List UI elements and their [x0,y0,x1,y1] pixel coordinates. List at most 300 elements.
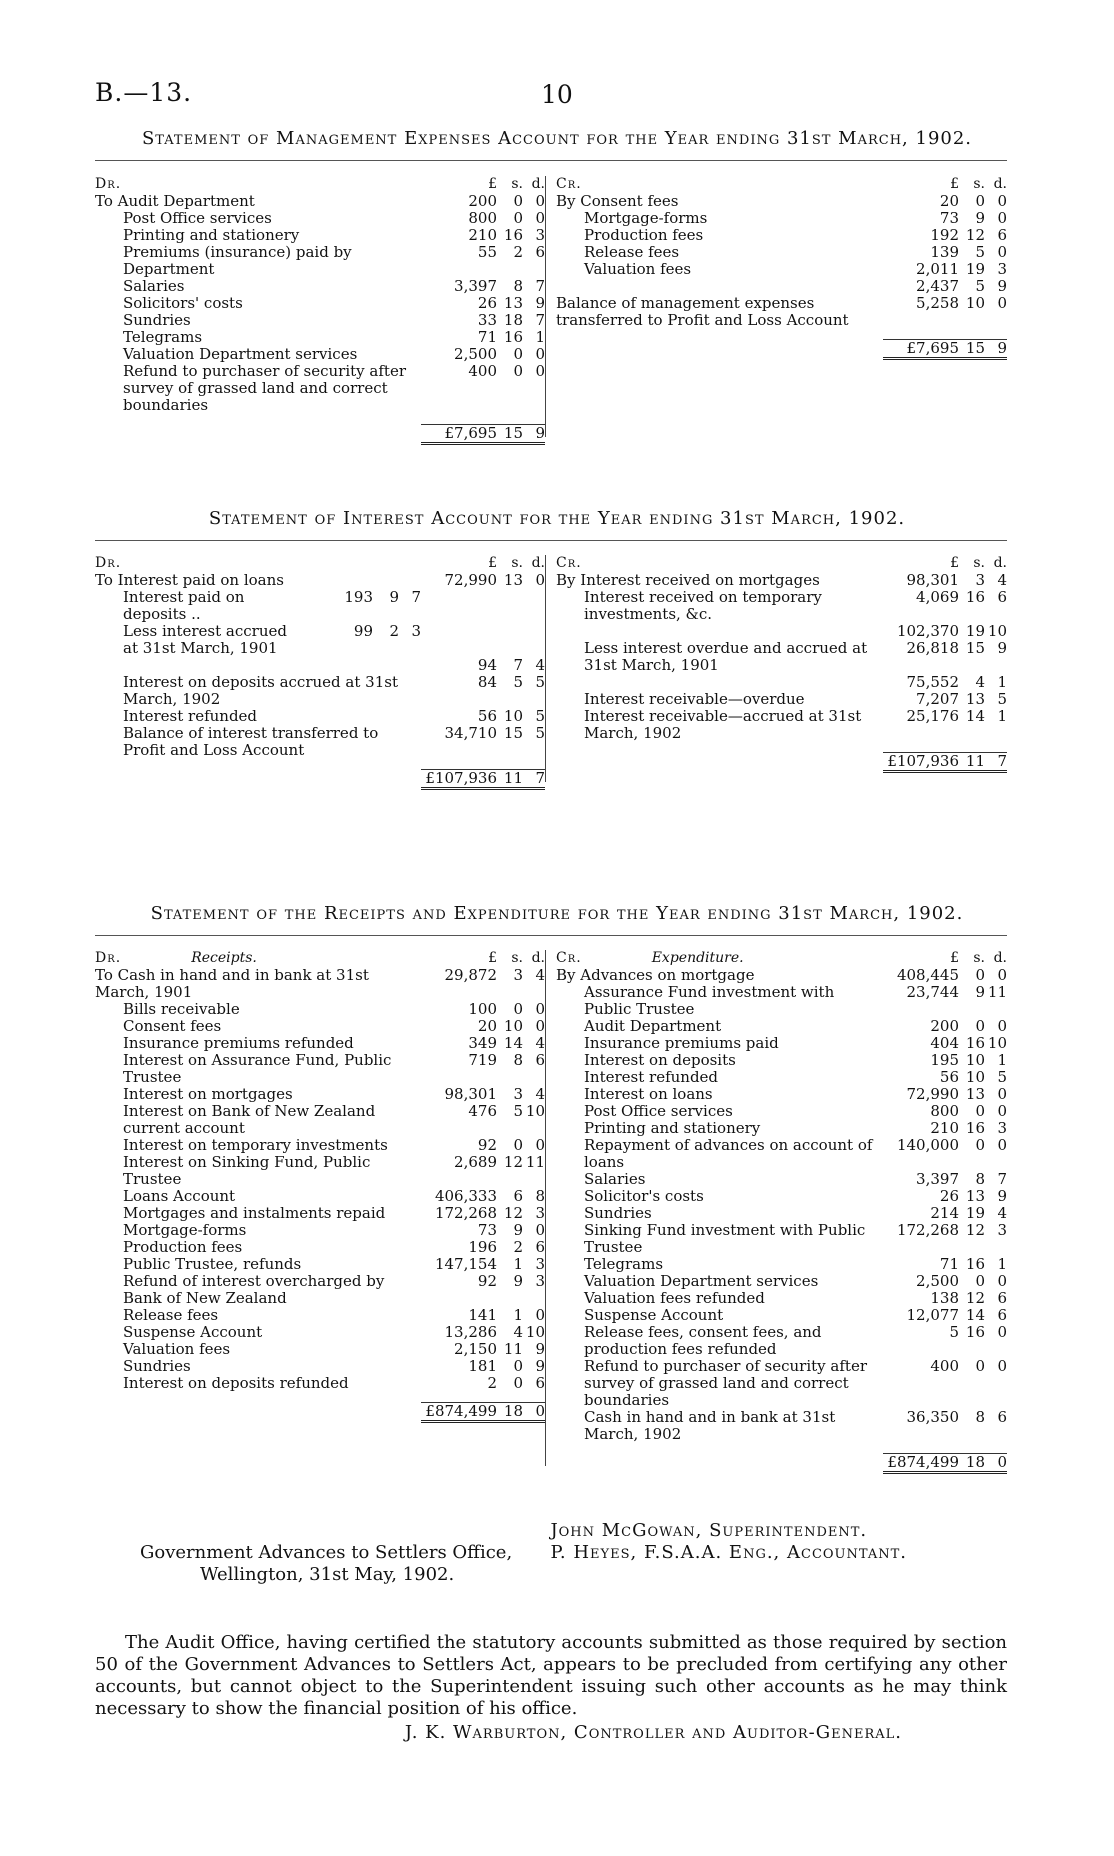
interest-debit [95,555,546,787]
shillings: 14 [503,1034,523,1052]
pounds: £874,499 [425,1402,497,1420]
row-label: Interest paid on deposits .. [123,589,245,623]
ledger-row [556,210,1007,227]
amount [421,363,545,380]
pence: 0 [997,1136,1007,1154]
total-amount [883,1453,1007,1474]
shillings: 13 [965,1085,985,1103]
row-label: Mortgage-forms [123,1222,247,1239]
interest-statement [95,555,1007,787]
pounds: 72,990 [444,571,497,589]
column-header [556,555,1007,572]
row-label: Interest refunded [123,708,258,725]
ledger-row [95,674,545,708]
ledger-row [95,1324,545,1341]
amount [421,1188,545,1205]
row-label: Repayment of advances on account of loans [584,1137,873,1171]
row-label: To Interest paid on loans [95,572,284,589]
ledger-row [556,1324,1007,1358]
pounds: 56 [477,707,497,725]
pounds: 196 [468,1238,497,1256]
shillings: 16 [503,226,523,244]
total-amount [421,424,545,445]
shillings: 6 [513,1187,523,1205]
shillings: 3 [975,571,985,589]
row-label: Sundries [584,1205,652,1222]
pence: d. [531,176,545,192]
pence: 9 [535,1340,545,1358]
pounds: 2 [487,1374,497,1392]
row-label: Interest on mortgages [123,1086,293,1103]
pence: 0 [535,192,545,210]
amount [883,1256,1007,1273]
ledger-row [95,346,545,363]
shillings: 18 [503,1402,523,1420]
shillings: 4 [513,1323,523,1341]
side-label [556,950,883,967]
shillings: 11 [965,752,985,770]
currency-header [883,176,1007,193]
pence: 0 [997,1102,1007,1120]
row-label: Printing and stationery [584,1120,761,1137]
pence: 0 [997,243,1007,261]
ledger-row [556,967,1007,984]
pence: 5 [535,724,545,742]
ledger-row [95,244,545,278]
row-label: Assurance Fund investment with Public Trustee [584,984,835,1018]
pence: 0 [535,362,545,380]
amount [421,572,545,589]
pence: 1 [535,328,545,346]
pounds: 210 [468,226,497,244]
shillings: 8 [975,1170,985,1188]
pence: 7 [535,277,545,295]
row-label: Less interest overdue and accrued at 31st March, 1901 [584,640,868,674]
ledger-row [95,1035,545,1052]
amount [421,1256,545,1273]
ledger-row [556,261,1007,278]
pence: 8 [535,1187,545,1205]
pounds: 172,268 [896,1221,959,1239]
side-subhead: Expenditure. [651,950,744,966]
pence: 0 [997,192,1007,210]
row-label: Valuation Department services [584,1273,819,1290]
currency-header [421,950,545,967]
pounds: 476 [468,1102,497,1120]
shillings: 16 [965,588,985,606]
ledger-row [95,1239,545,1256]
row-label: Premiums (insurance) paid by Department [123,244,352,278]
amount [883,1205,1007,1222]
row-label: To Audit Department [95,193,255,210]
pounds: 84 [477,673,497,691]
pounds: £107,936 [425,769,497,787]
shillings: 0 [513,1136,523,1154]
pence: 3 [411,622,421,640]
amount [421,295,545,312]
shillings: 12 [503,1153,523,1171]
row-label: Public Trustee, refunds [123,1256,302,1273]
receipts-debit [95,950,546,1466]
amount [883,1018,1007,1035]
shillings: 2 [513,243,523,261]
row-label: Interest refunded [584,1069,719,1086]
pounds: 406,333 [434,1187,497,1205]
row-label: Balance of management expenses transferred to Profit and Loss Account [556,295,849,329]
side-subhead: Receipts. [191,950,257,966]
amount [883,1307,1007,1324]
shillings: 12 [503,1204,523,1222]
pounds: 400 [468,362,497,380]
amount [421,312,545,329]
row-label: Interest on Assurance Fund, Public Trustee [123,1052,392,1086]
amount [421,967,545,984]
pence: 9 [997,1187,1007,1205]
row-label: Post Office services [123,210,272,227]
total-row [556,335,1007,357]
row-label: Interest on deposits accrued at 31st March, 1902 [123,674,398,708]
pounds: 404 [930,1034,959,1052]
ledger-row [95,572,545,589]
amount [421,1154,545,1171]
currency-header [421,555,545,572]
ledger-row [556,1358,1007,1409]
ledger-row [95,295,545,312]
shillings: 10 [503,1017,523,1035]
amount [883,295,1007,312]
ledger-row [95,278,545,295]
amount [883,640,1007,657]
pence: 3 [997,1119,1007,1137]
ledger-row [95,193,545,210]
row-label: Post Office services [584,1103,733,1120]
pounds: £ [488,176,497,192]
column-header [95,555,545,572]
row-label: Suspense Account [123,1324,263,1341]
shillings: s. [511,950,523,966]
shillings: 10 [503,707,523,725]
pence: 3 [535,226,545,244]
pence: 9 [997,339,1007,357]
pounds: 71 [939,1255,959,1273]
pounds: 55 [477,243,497,261]
ledger-row [95,1375,545,1392]
row-label: Interest on loans [584,1086,713,1103]
pence: 10 [525,1102,545,1120]
pence: 6 [535,243,545,261]
divider [95,935,1007,936]
row-label: Valuation Department services [123,346,358,363]
pounds: 400 [930,1357,959,1375]
pence: 0 [997,294,1007,312]
shillings: s. [511,176,523,192]
row-label: Printing and stationery [123,227,300,244]
ledger-row [95,725,545,759]
shillings: 9 [513,1221,523,1239]
amount [421,1035,545,1052]
column-header [556,950,1007,967]
pence: 6 [535,1374,545,1392]
pounds: 33 [477,311,497,329]
interest-credit [546,555,1007,782]
ledger-row [556,984,1007,1018]
pence: 5 [535,673,545,691]
pounds: 181 [468,1357,497,1375]
shillings: 9 [975,209,985,227]
row-label: Valuation fees [123,1341,231,1358]
amount [421,278,545,295]
pence: 4 [535,1034,545,1052]
total-amount [883,752,1007,773]
pence: 1 [997,1051,1007,1069]
amount [883,1222,1007,1239]
pence: 10 [987,622,1007,640]
shillings: 16 [503,328,523,346]
pounds: 73 [939,209,959,227]
shillings: 0 [513,192,523,210]
shillings: 16 [965,1255,985,1273]
pence: d. [531,950,545,966]
ledger-row [95,1154,545,1188]
pence: 6 [535,1238,545,1256]
row-label: Interest receivable—accrued at 31st March, 1902 [584,708,862,742]
pence: 1 [997,673,1007,691]
shillings: 2 [513,1238,523,1256]
pounds: 92 [477,1136,497,1154]
ledger-row [95,312,545,329]
amount [421,1307,545,1324]
pounds: 29,872 [444,966,497,984]
pence: 4 [535,966,545,984]
row-label: Interest receivable—overdue [584,691,805,708]
shillings: s. [973,950,985,966]
pounds: 56 [939,1068,959,1086]
amount [883,1120,1007,1137]
shillings: 0 [513,209,523,227]
amount [421,329,545,346]
pounds: 20 [939,192,959,210]
auditor-signature: J. K. Warburton, Controller and Auditor-General. [404,1722,902,1743]
amount [421,1222,545,1239]
shillings: 5 [975,277,985,295]
pence: 9 [535,1357,545,1375]
ledger-row [95,1307,545,1324]
pence: 4 [535,656,545,674]
amount [883,261,1007,278]
ledger-row [556,1222,1007,1256]
ledger-row [556,1103,1007,1120]
shillings: 8 [513,1051,523,1069]
ledger-row [556,640,1007,674]
pounds: 36,350 [906,1408,959,1426]
pence: 0 [997,1272,1007,1290]
pounds: 210 [930,1119,959,1137]
ledger-row [95,1256,545,1273]
pounds: 99 [353,622,373,640]
pounds: £7,695 [444,424,497,442]
divider [95,540,1007,541]
row-label: Solicitor's costs [584,1188,704,1205]
row-label: Telegrams [123,329,203,346]
shillings: 18 [503,311,523,329]
amount [421,1341,545,1358]
amount [883,984,1007,1001]
shillings: 2 [389,622,399,640]
column-header [95,176,545,193]
pounds: 2,500 [916,1272,959,1290]
shillings: 3 [513,966,523,984]
row-label: Production fees [123,1239,243,1256]
pence: 11 [525,1153,545,1171]
row-label: Cash in hand and in bank at 31st March, 1902 [584,1409,836,1443]
signoff [95,1520,1007,1586]
row-label: Interest on Sinking Fund, Public Trustee [123,1154,371,1188]
pence: 0 [535,1402,545,1420]
superintendent-signature: John McGowan, Superintendent. [550,1520,868,1541]
pence: 0 [535,1221,545,1239]
row-label: Mortgage-forms [584,210,708,227]
shillings: 8 [513,277,523,295]
pence: 3 [997,1221,1007,1239]
shillings: 12 [965,1221,985,1239]
ledger-row [556,193,1007,210]
shillings: 14 [965,1306,985,1324]
amount [421,227,545,244]
pence: 7 [997,1170,1007,1188]
shillings: 0 [513,1000,523,1018]
pence: 0 [535,1306,545,1324]
page-number: 10 [541,80,573,109]
row-label: Audit Department [584,1018,722,1035]
amount [421,1052,545,1069]
amount [883,210,1007,227]
ledger-row [95,1018,545,1035]
pence: 4 [535,1085,545,1103]
pence: 6 [997,1289,1007,1307]
ledger-row [95,1052,545,1086]
pence: d. [993,950,1007,966]
currency-header [421,176,545,193]
shillings: 9 [513,1272,523,1290]
pence: 1 [997,707,1007,725]
pence: 7 [535,769,545,787]
ledger-row [95,210,545,227]
shillings: 15 [503,724,523,742]
total-row [95,1398,545,1420]
amount [883,1171,1007,1188]
column-header [556,176,1007,193]
side-label [556,176,883,193]
shillings: 7 [513,656,523,674]
pounds: 75,552 [906,673,959,691]
pounds: 3,397 [916,1170,959,1188]
row-label: Valuation fees [584,261,692,278]
subtotal-row [556,278,1007,295]
management-title: Statement of Management Expenses Account for the Year ending 31st March, 1902. [141,128,973,149]
ledger-row [556,1052,1007,1069]
pence: 9 [997,277,1007,295]
shillings: 10 [965,294,985,312]
ledger-row [95,657,545,674]
amount [883,623,1007,640]
ledger-row [556,1120,1007,1137]
amount [421,1137,545,1154]
shillings: 5 [513,1102,523,1120]
pounds: 172,268 [434,1204,497,1222]
ledger-row [556,1290,1007,1307]
row-label: Solicitors' costs [123,295,243,312]
pounds: £107,936 [887,752,959,770]
row-label: Balance of interest transferred to Profit and Loss Account [123,725,379,759]
pence: 0 [997,1017,1007,1035]
pence: 3 [535,1204,545,1222]
shillings: 9 [389,588,399,606]
pence: 0 [997,1085,1007,1103]
pounds: 4,069 [916,588,959,606]
ledger-row [556,674,1007,691]
pounds: 214 [930,1204,959,1222]
pounds: 138 [930,1289,959,1307]
ledger-row [95,708,545,725]
pence: 3 [997,260,1007,278]
pence: 0 [997,1357,1007,1375]
amount [883,1358,1007,1375]
pence: 0 [997,209,1007,227]
amount [883,1409,1007,1426]
pence: 6 [997,1408,1007,1426]
inner-amount [297,589,421,606]
pounds: 139 [930,243,959,261]
row-label: Interest on temporary investments [123,1137,388,1154]
pounds: 140,000 [896,1136,959,1154]
row-label: Sundries [123,1358,191,1375]
expenditure-credit [546,950,1007,1471]
receipts-statement [95,950,1007,1471]
shillings: 1 [513,1255,523,1273]
amount [883,708,1007,725]
pence: d. [531,555,545,571]
ledger-row [556,1307,1007,1324]
pounds: 94 [477,656,497,674]
pence: 11 [987,983,1007,1001]
amount [883,1290,1007,1307]
ledger-row [95,623,545,657]
pence: 0 [535,571,545,589]
pounds: £ [488,950,497,966]
ledger-row [95,1086,545,1103]
pence: 0 [997,1453,1007,1471]
ledger-row [556,623,1007,640]
shillings: 13 [965,690,985,708]
total-row [556,1449,1007,1471]
shillings: 11 [503,1340,523,1358]
shillings: 12 [965,226,985,244]
shillings: 16 [965,1323,985,1341]
ledger-row [95,1341,545,1358]
row-label: Suspense Account [584,1307,724,1324]
shillings: 0 [975,1136,985,1154]
inner-amount [297,623,421,640]
ledger-row [556,1018,1007,1035]
pounds: 25,176 [906,707,959,725]
column-header [95,950,545,967]
pence: 7 [997,752,1007,770]
ledger-row [95,1001,545,1018]
shillings: 13 [965,1187,985,1205]
amount [883,227,1007,244]
pence: 10 [525,1323,545,1341]
row-label: Mortgages and instalments repaid [123,1205,386,1222]
